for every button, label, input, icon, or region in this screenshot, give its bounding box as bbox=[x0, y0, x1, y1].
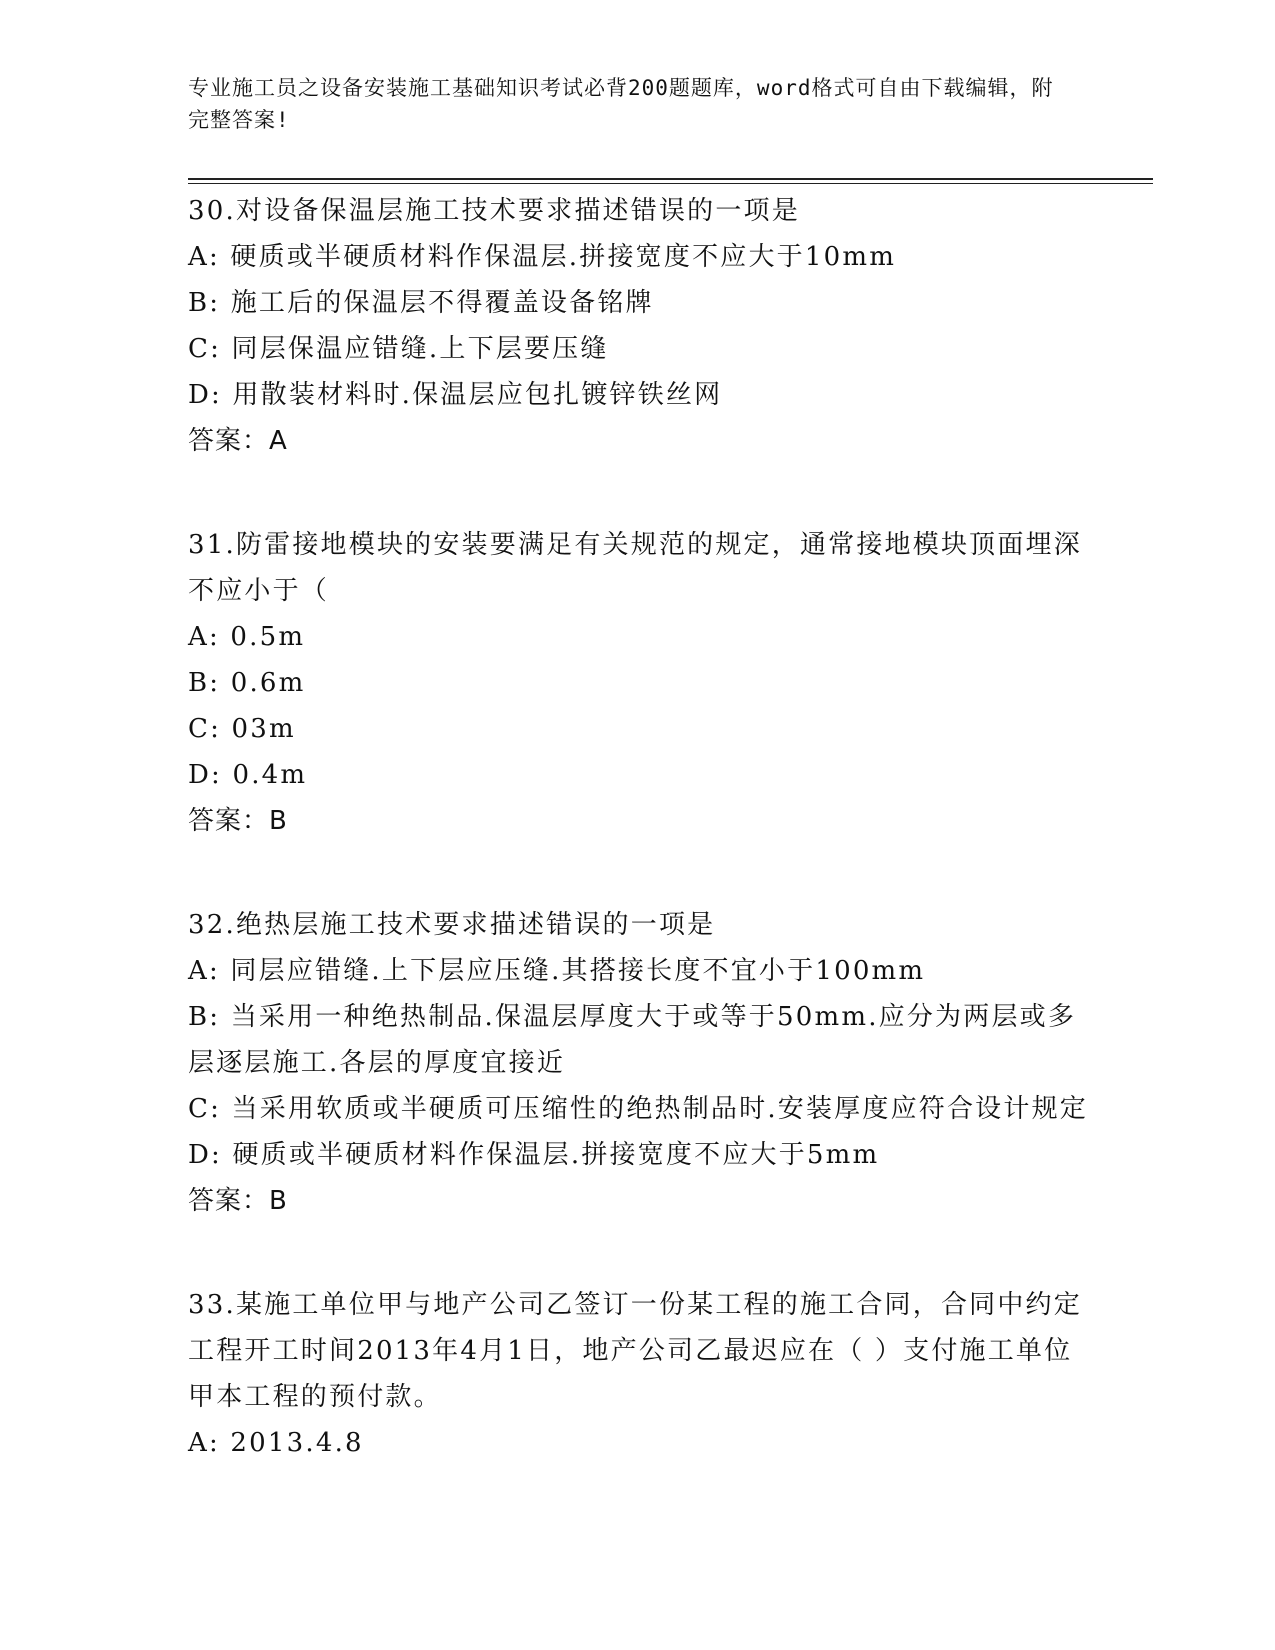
question-stem: 33.某施工单位甲与地产公司乙签订一份某工程的施工合同，合同中约定工程开工时间2013年4月1日，地产公司乙最迟应在（ ）支付施工单位甲本工程的预付款。 bbox=[188, 1290, 1082, 1412]
question-33 bbox=[188, 1282, 1088, 1466]
option-b: B: 当采用一种绝热制品.保温层厚度大于或等于50mm.应分为两层或多层逐层施工.各层的厚度宜接近 bbox=[188, 1002, 1077, 1078]
answer-label: 答案：B bbox=[188, 806, 288, 836]
document-header: 专业施工员之设备安装施工基础知识考试必背200题题库，word格式可自由下载编辑，附完整答案! bbox=[188, 76, 1054, 132]
option-a: A: 同层应错缝.上下层应压缝.其搭接长度不宜小于100mm bbox=[188, 956, 926, 986]
option-c: C: 同层保温应错缝.上下层要压缝 bbox=[188, 334, 609, 364]
option-b: B: 0.6m bbox=[188, 668, 306, 698]
option-a: A: 硬质或半硬质材料作保温层.拼接宽度不应大于10mm bbox=[188, 242, 897, 272]
option-a: A: 2013.4.8 bbox=[188, 1428, 364, 1458]
question-32 bbox=[188, 902, 1088, 1224]
header-divider-thin bbox=[188, 183, 1153, 184]
question-stem: 31.防雷接地模块的安装要满足有关规范的规定，通常接地模块顶面埋深不应小于（ bbox=[188, 530, 1082, 606]
option-b: B: 施工后的保温层不得覆盖设备铭牌 bbox=[188, 288, 654, 318]
question-stem: 32.绝热层施工技术要求描述错误的一项是 bbox=[188, 910, 716, 940]
question-stem: 30.对设备保温层施工技术要求描述错误的一项是 bbox=[188, 196, 800, 226]
question-30 bbox=[188, 188, 1088, 464]
question-31 bbox=[188, 522, 1088, 844]
option-d: D: 0.4m bbox=[188, 760, 308, 790]
answer-label: 答案：A bbox=[188, 426, 288, 456]
option-c: C: 03m bbox=[188, 714, 296, 744]
answer-label: 答案：B bbox=[188, 1186, 288, 1216]
option-d: D: 用散装材料时.保温层应包扎镀锌铁丝网 bbox=[188, 380, 723, 410]
header-divider bbox=[188, 178, 1153, 180]
option-d: D: 硬质或半硬质材料作保温层.拼接宽度不应大于5mm bbox=[188, 1140, 880, 1170]
option-a: A: 0.5m bbox=[188, 622, 306, 652]
option-c: C: 当采用软质或半硬质可压缩性的绝热制品时.安装厚度应符合设计规定 bbox=[188, 1094, 1088, 1124]
question-list bbox=[188, 188, 1088, 1524]
